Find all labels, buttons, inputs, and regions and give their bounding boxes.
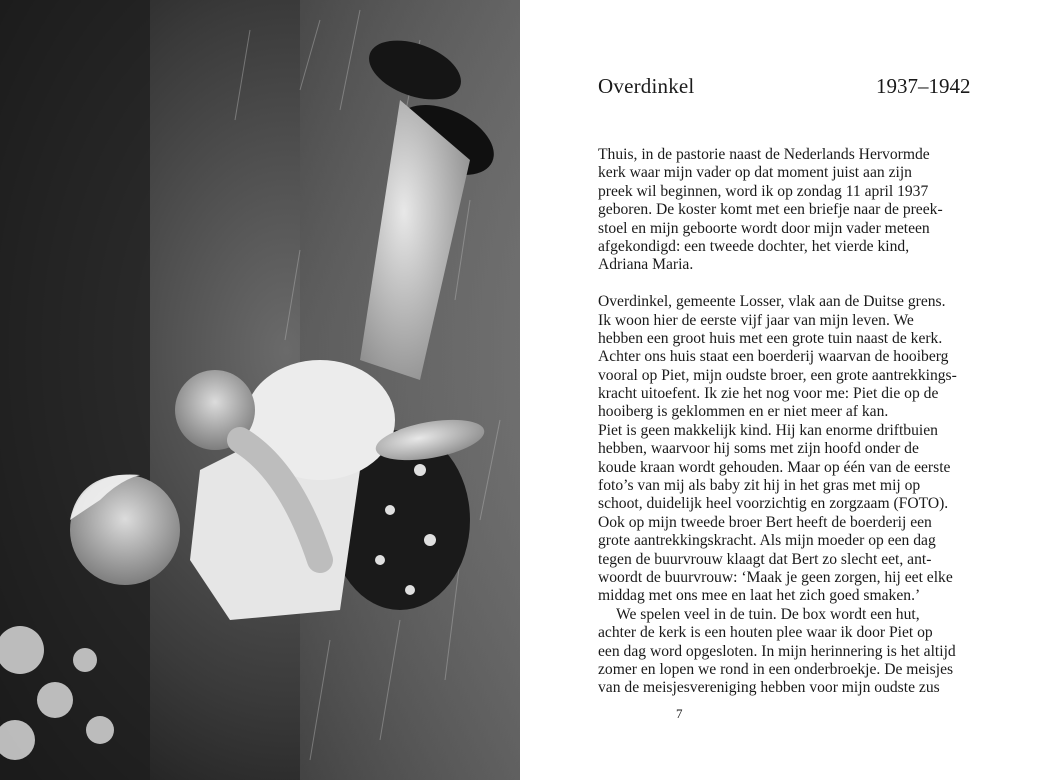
chapter-title: Overdinkel	[598, 74, 695, 98]
page-number: 7	[676, 706, 683, 721]
text-line: Piet is geen makkelijk kind. Hij kan enorme driftbuien	[598, 421, 938, 439]
text-line: kracht uitoefent. Ik zie het nog voor me: Piet die op de	[598, 385, 939, 403]
text-line: een dag word opgesloten. In mijn herinnering is het altijd	[598, 642, 956, 660]
text-line: van de meisjesvereniging hebben voor mijn oudste zus	[598, 679, 940, 697]
text-line: geboren. De koster komt met een briefje naar de preek-	[598, 201, 943, 219]
text-line: woordt de buurvrouw: ‘Maak je geen zorgen, hij eet elke	[598, 568, 953, 586]
text-line: vooral op Piet, mijn oudste broer, een grote aantrekkings-	[598, 366, 957, 384]
text-line: Achter ons huis staat een boerderij waarvan de hooiberg	[598, 348, 949, 366]
text-line: foto’s van mij als baby zit hij in het gras met mij op	[598, 477, 921, 495]
text-line: Ik woon hier de eerste vijf jaar van mijn leven. We	[598, 311, 914, 329]
body-text	[598, 146, 968, 698]
chapter-years: 1937–1942	[876, 74, 971, 98]
text-line: grote aantrekkingskracht. Als mijn moeder op een dag	[598, 532, 936, 550]
book-page	[520, 0, 1040, 780]
text-line: afgekondigd: een tweede dochter, het vierde kind,	[598, 237, 910, 255]
text-line: Adriana Maria.	[598, 256, 694, 274]
text-line: hooiberg is geklommen en er niet meer af kan.	[598, 403, 889, 421]
text-line: schoot, duidelijk heel voorzichtig en zorgzaam (FOTO).	[598, 495, 949, 513]
text-line: Thuis, in de pastorie naast de Nederlands Hervormde	[598, 146, 930, 163]
text-line: Overdinkel, gemeente Losser, vlak aan de Duitse grens.	[598, 293, 946, 311]
text-line: achter de kerk is een houten plee waar ik door Piet op	[598, 624, 933, 642]
text-line: hebben, waarvoor hij soms met zijn hoofd onder de	[598, 440, 919, 458]
text-line: Ook op mijn tweede broer Bert heeft de boerderij een	[598, 513, 932, 531]
text-line: zomer en lopen we rond in een onderbroekje. De meisjes	[598, 660, 954, 678]
text-line: koude kraan wordt gehouden. Maar op één van de eerste	[598, 458, 951, 476]
text-line: tegen de buurvrouw klaagt dat Bert zo slecht eet, ant-	[598, 550, 932, 568]
text-line: We spelen veel in de tuin. De box wordt een hut,	[616, 605, 920, 623]
text-line: hebben een groot huis met een grote tuin naast de kerk.	[598, 329, 943, 347]
text-line: stoel en mijn geboorte wordt door mijn vader meteen	[598, 219, 930, 237]
paragraph-gap	[598, 275, 968, 293]
text-line: preek wil beginnen, word ik op zondag 11 april 1937	[598, 182, 929, 200]
text-line: kerk waar mijn vader op dat moment juist aan zijn	[598, 164, 912, 182]
text-line: middag met ons mee en laat het zich goed smaken.’	[598, 587, 921, 605]
